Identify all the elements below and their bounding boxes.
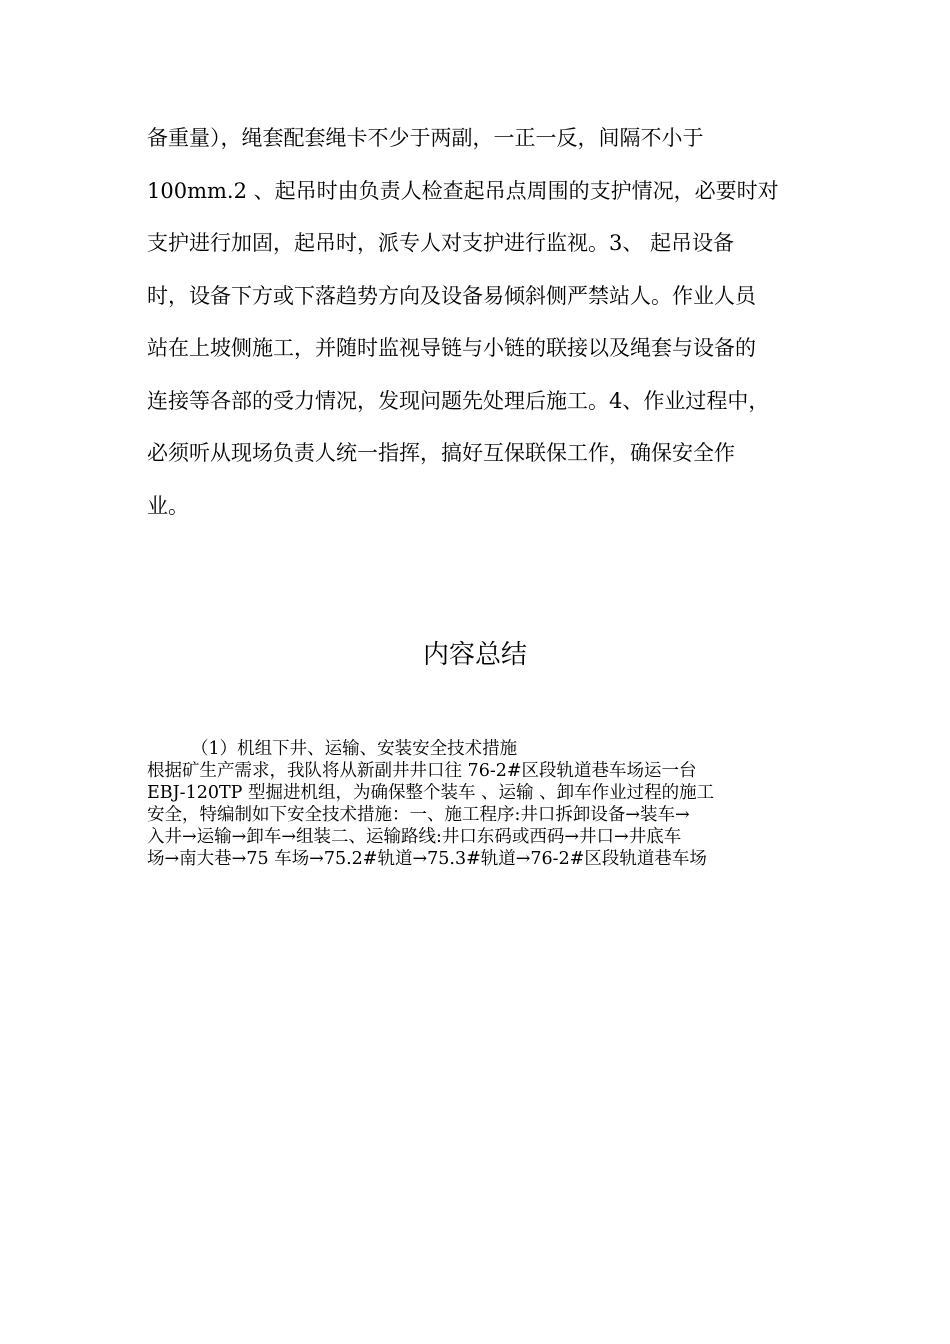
section-title: 内容总结: [422, 640, 527, 670]
summary-line: 场→南大巷→75 车场→75.2#轨道→75.3#轨道→76-2#区段轨道巷车场: [147, 849, 707, 869]
summary-line: 根据矿生产需求，我队将从新副井井口往 76-2#区段轨道巷车场运一台: [147, 761, 697, 781]
body-line: 站在上坡侧施工，并随时监视导链与小链的联接以及绳套与设备的: [147, 336, 756, 360]
summary-line: EBJ-120TP 型掘进机组，为确保整个装车 、运输 、卸车作业过程的施工: [147, 783, 715, 803]
summary-line: 入井→运输→卸车→组装二、运输路线:井口东码或西码→井口→井底车: [147, 827, 682, 847]
body-paragraph: [147, 118, 807, 538]
summary-paragraph: [147, 738, 817, 870]
body-line: 连接等各部的受力情况，发现问题先处理后施工。4、作业过程中，: [147, 388, 770, 413]
body-line: 必须听从现场负责人统一指挥，搞好互保联保工作，确保安全作: [147, 441, 735, 465]
body-line: 100mm.2 、起吊时由负责人检查起吊点周围的支护情况，必要时对: [147, 178, 779, 203]
summary-line: 安全，特编制如下安全技术措施：一、施工程序:井口拆卸设备→装车→: [147, 805, 690, 825]
body-line: 支护进行加固，起吊时，派专人对支护进行监视。3、 起吊设备: [147, 231, 735, 255]
summary-heading: （1）机组下井、运输、安装安全技术措施: [191, 739, 518, 759]
body-line: 业。: [147, 493, 189, 518]
body-line: 时，设备下方或下落趋势方向及设备易倾斜侧严禁站人。作业人员: [147, 283, 756, 308]
body-line: 备重量），绳套配套绳卡不少于两副，一正一反，间隔不小于: [147, 126, 704, 150]
